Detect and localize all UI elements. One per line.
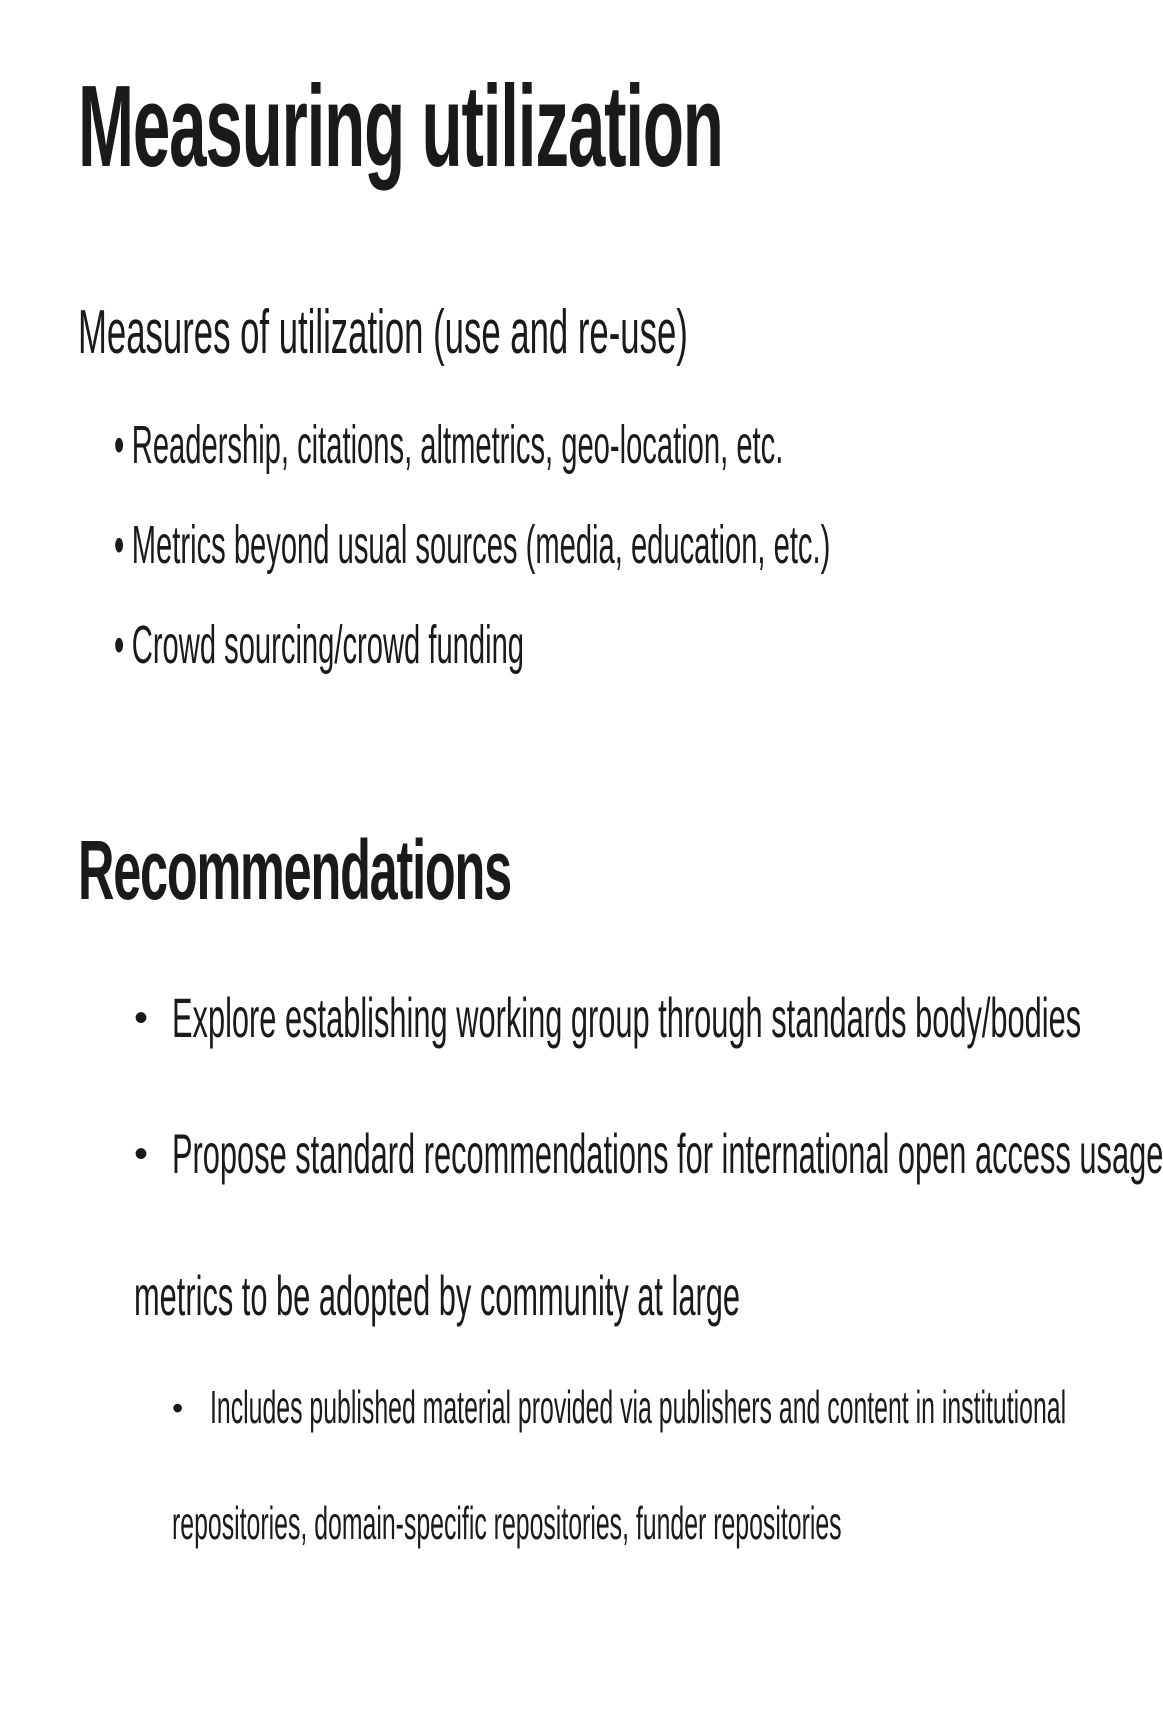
recommendation-propose-continuation: metrics to be adopted by community at large <box>134 1264 741 1327</box>
section-title-recommendations: Recommendations <box>78 823 511 917</box>
recommendation-propose: Propose standard recommendations for international open access usage <box>172 1122 1163 1185</box>
section-title-measuring: Measuring utilization <box>78 61 723 191</box>
sub-bullet-includes: Includes published material provided via publishers and content in institutional <box>210 1381 1067 1433</box>
bullet-text: Crowd sourcing/crowd funding <box>131 615 525 675</box>
bullet-dot: • <box>114 615 125 675</box>
recommendation-explore: Explore establishing working group through standards body/bodies <box>172 986 1082 1049</box>
bullet-dot: • <box>114 415 125 475</box>
sub-bullet-includes-continuation: repositories, domain-specific repositories, funder repositories <box>172 1497 842 1549</box>
bullet-dot: • <box>134 996 149 1040</box>
bullet-item-metrics <box>114 515 831 575</box>
bullet-item-crowd <box>114 615 525 675</box>
bullet-item-readership <box>114 415 784 475</box>
bullet-text: Metrics beyond usual sources (media, education, etc.) <box>131 515 831 575</box>
bullet-dot: • <box>134 1132 149 1176</box>
measures-subheading: Measures of utilization (use and re-use) <box>78 298 688 367</box>
bullet-dot: • <box>172 1390 184 1426</box>
bullet-dot: • <box>114 515 125 575</box>
bullet-text: Readership, citations, altmetrics, geo-location, etc. <box>131 415 784 475</box>
